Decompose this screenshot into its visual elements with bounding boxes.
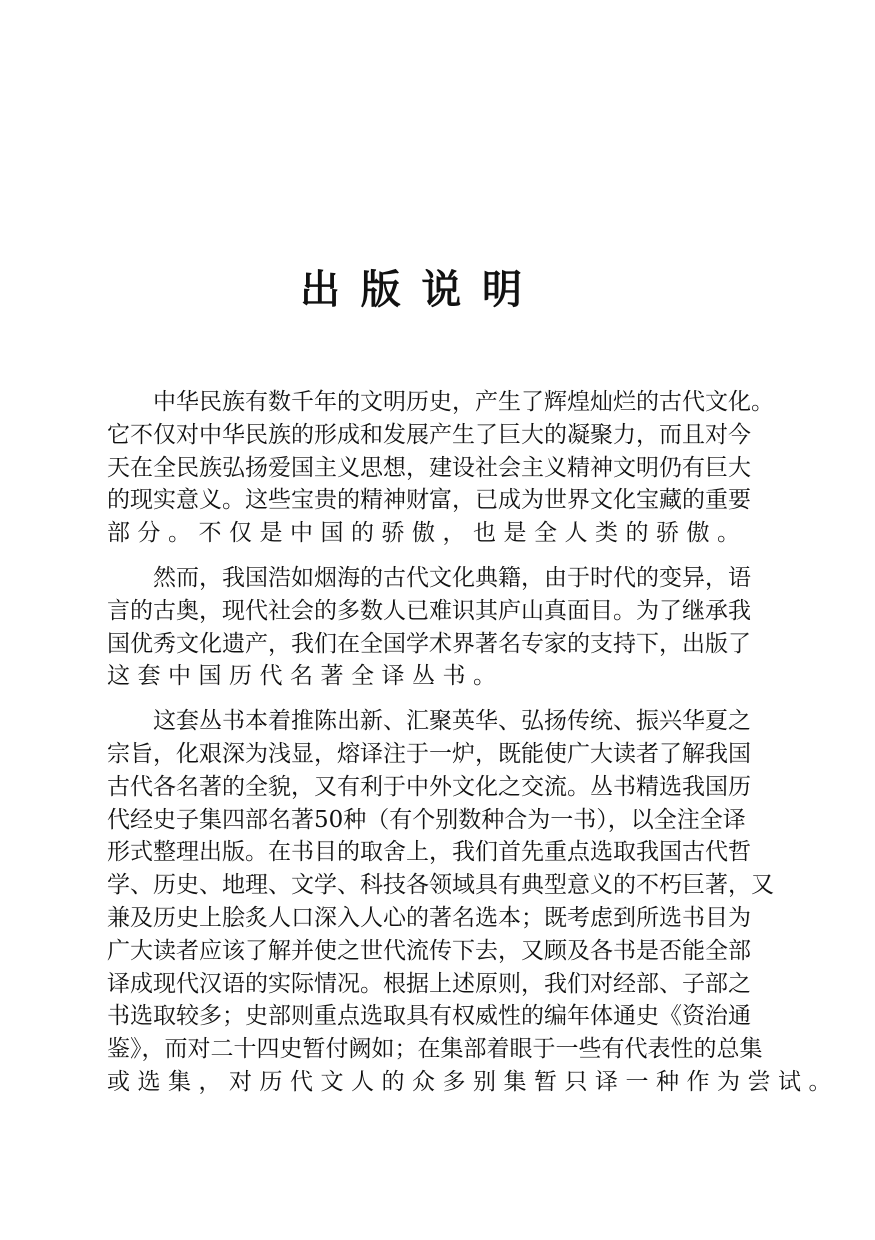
text-line: 部分。不仅是中国的骄傲，也是全人类的骄傲。: [107, 520, 748, 547]
paragraph-1: [107, 386, 774, 550]
text-line: 的现实意义。这些宝贵的精神财富，已成为世界文化宝藏的重要: [107, 487, 751, 514]
text-line: 天在全民族弘扬爱国主义思想，建设社会主义精神文明仍有巨大: [107, 454, 751, 481]
document-body: [107, 386, 839, 1099]
text-line: 古代各名著的全貌，又有利于中外文化之交流。丛书精选我国历: [107, 773, 751, 800]
text-line: 宗旨，化艰深为浅显，熔译注于一炉，既能使广大读者了解我国: [107, 740, 751, 767]
text-line: 然而，我国浩如烟海的古代文化典籍，由于时代的变异，语: [153, 564, 751, 591]
paragraph-2: [107, 562, 751, 693]
text-line: 代经史子集四部名著50种（有个别数种合为一书），以全注全译: [107, 806, 746, 833]
text-line: 学、历史、地理、文学、科技各领域具有典型意义的不朽巨著，又: [107, 872, 774, 899]
text-line: 它不仅对中华民族的形成和发展产生了巨大的凝聚力，而且对今: [107, 421, 751, 448]
text-line: 中华民族有数千年的文明历史，产生了辉煌灿烂的古代文化。: [153, 389, 774, 415]
text-line: 这套丛书本着推陈出新、汇聚英华、弘扬传统、振兴华夏之: [153, 708, 751, 735]
paragraph-3: [107, 705, 839, 1099]
text-line: 兼及历史上脍炙人口深入人心的著名选本；既考虑到所选书目为: [107, 904, 751, 931]
text-line: 言的古奥，现代社会的多数人已难识其庐山真面目。为了继承我: [107, 597, 751, 624]
text-line: 鉴》，而对二十四史暂付阙如；在集部着眼于一些有代表性的总集: [107, 1036, 763, 1063]
text-line: 译成现代汉语的实际情况。根据上述原则，我们对经部、子部之: [107, 970, 751, 997]
text-line: 这套中国历代名著全译丛书。: [107, 663, 504, 690]
text-line: 国优秀文化遗产，我们在全国学术界著名专家的支持下，出版了: [107, 630, 751, 657]
text-line: 或选集，对历代文人的众多别集暂只译一种作为尝试。: [107, 1068, 839, 1095]
text-line: 广大读者应该了解并使之世代流传下去，又顾及各书是否能全部: [107, 937, 751, 964]
page-title: 出版说明: [300, 266, 524, 313]
text-line: 书选取较多；史部则重点选取具有权威性的编年体通史《资治通: [107, 1003, 751, 1030]
text-line: 形式整理出版。在书目的取舍上，我们首先重点选取我国古代哲: [107, 839, 751, 866]
